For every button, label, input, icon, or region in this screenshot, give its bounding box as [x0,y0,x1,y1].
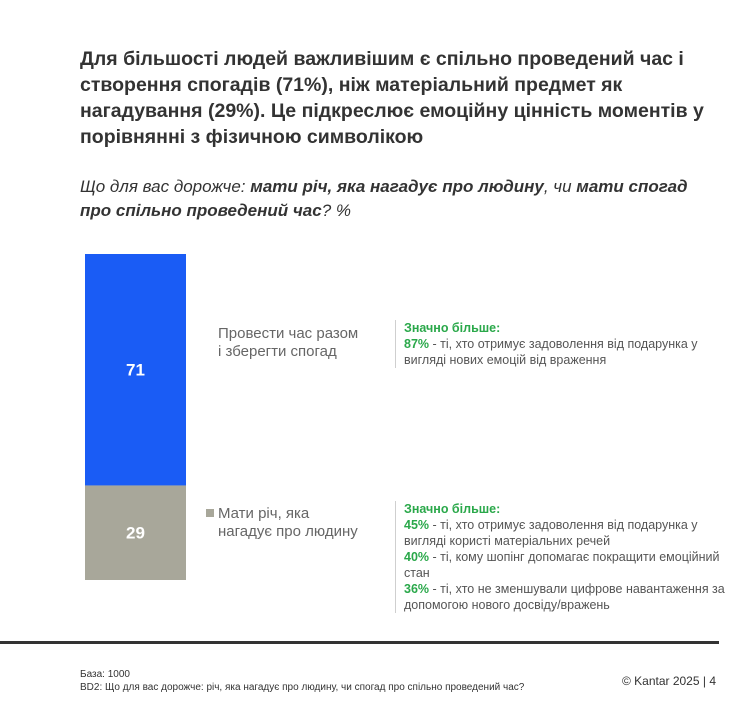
notes-bottom-item-3-text: - ті, хто не зменшували цифрове навантаження за допомогою нового досвіду/вражень [404,582,725,612]
notes-bottom [395,501,734,613]
footer-notes [80,668,524,694]
notes-top-header: Значно більше: [404,321,501,335]
notes-bottom-item-1-pct: 45% [404,518,430,532]
footer-base: База: 1000 [80,669,130,680]
notes-bottom-item-2-text: - ті, кому шопінг допомагає покращити емоційний стан [404,550,720,580]
subtitle-or: , чи [543,177,572,196]
category-label-item [206,505,358,541]
subtitle-option-2: мати спогад про спільно проведений час [80,177,688,220]
subtitle-question: Що для вас дорожче: [80,177,246,196]
category-label-item-line2: нагадує про людину [218,523,358,540]
notes-top-item-pct: 87% [404,337,430,351]
notes-bottom-item-3 [404,581,734,613]
subtitle-option-1: мати річ, яка нагадує про людину [250,177,544,196]
notes-bottom-item-3-pct: 36% [404,582,430,596]
legend-square-icon [206,509,214,517]
page-title: Для більшості людей важливішим є спільно проведений час і створення спогадів (71%), ніж матеріальний предмет як нагадування (29%). Це підкреслює емоційну цінність моментів у порівнянні з фізичною символікою [80,48,704,148]
notes-bottom-header: Значно більше: [404,502,501,516]
category-label-item-line1: Мати річ, яка [218,505,310,522]
notes-top-item [404,336,724,368]
notes-top [395,320,724,368]
notes-bottom-item-1 [404,517,734,549]
bar-value-label-1: 71 [126,360,145,380]
subtitle-tail: ? % [321,201,351,220]
notes-top-item-text: - ті, хто отримує задоволення від подарунка у вигляді нових емоцій від враження [404,337,698,367]
category-label-memory-line1: Провести час разом [218,325,359,342]
bar-value-label-2: 29 [126,523,145,543]
notes-bottom-item-2 [404,549,734,581]
notes-bottom-item-2-pct: 40% [404,550,430,564]
notes-bottom-item-1-text: - ті, хто отримує задоволення від подарунка у вигляді користі матеріальних речей [404,518,698,548]
category-label-memory-line2: і зберегти спогад [218,343,337,360]
footer-question: BD2: Що для вас дорожче: річ, яка нагадує про людину, чи спогад про спільно проведений час? [80,682,525,693]
footer-copyright: © Kantar 2025 | 4 [621,674,716,688]
footer-divider [0,641,719,644]
category-label-memory [218,325,358,361]
